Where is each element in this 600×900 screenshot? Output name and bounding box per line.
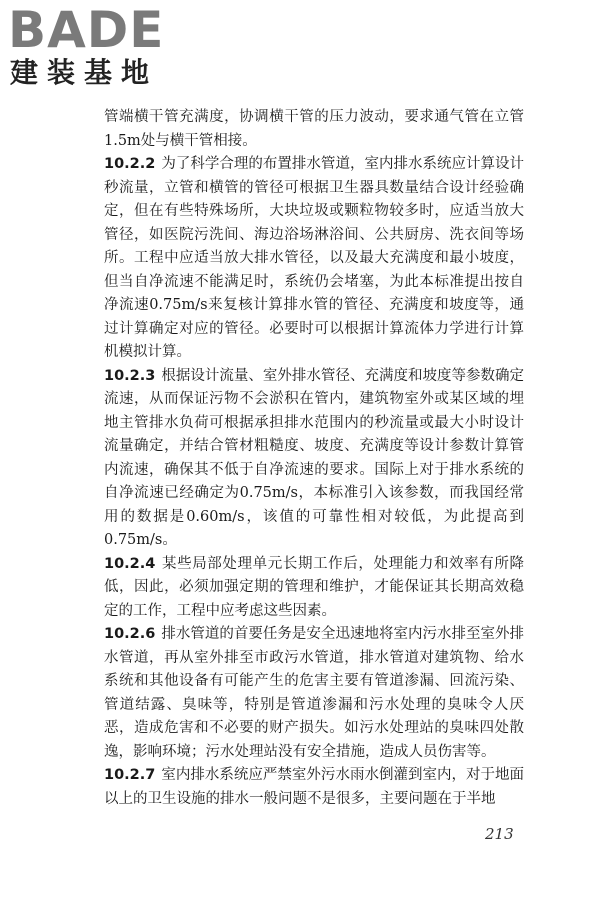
- page-number: 213: [485, 825, 514, 843]
- logo: [8, 2, 188, 92]
- paragraph-text: 为了科学合理的布置排水管道，室内排水系统应计算设计秒流量，立管和横管的管径可根据卫生器具数量结合设计经验确定，但在有些特殊场所，大块垃圾或颗粒物较多时，应适当放大管径，如医院污洗间、海边浴场淋浴间、公共厨房、洗衣间等场所。工程中应适当放大排水管径，以及最大充满度和最小坡度，但当自净流速不能满足时，系统仍会堵塞，为此本标准提出按自净流速0.75m/s来复核计算排水管的管径、充满度和坡度等，通过计算确定对应的管径。必要时可以根据计算流体力学进行计算机模拟计算。: [104, 156, 524, 360]
- logo-subtitle: 建装基地: [10, 56, 159, 89]
- section-number: 10.2.6: [104, 626, 156, 642]
- section-number: 10.2.2: [104, 156, 156, 172]
- document-body: [104, 106, 524, 811]
- paragraph-text: 管端横干管充满度，协调横干管的压力波动，要求通气管在立管1.5m处与横干管相接。: [104, 109, 524, 149]
- section-number: 10.2.7: [104, 767, 156, 783]
- paragraph-10-2-7: [104, 764, 524, 811]
- paragraph-text: 某些局部处理单元长期工作后，处理能力和效率有所降低，因此，必须加强定期的管理和维护，才能保证其长期高效稳定的工作，工程中应考虑这些因素。: [104, 555, 524, 619]
- paragraph-10-2-3: [104, 365, 524, 553]
- paragraph-continuation: [104, 106, 524, 153]
- paragraph-10-2-2: [104, 153, 524, 365]
- paragraph-10-2-6: [104, 623, 524, 764]
- paragraph-10-2-4: [104, 553, 524, 624]
- paragraph-text: 室内排水系统应严禁室外污水雨水倒灌到室内，对于地面以上的卫生设施的排水一般问题不是很多，主要问题在于半地: [104, 767, 524, 807]
- paragraph-text: 根据设计流量、室外排水管径、充满度和坡度等参数确定流速，从而保证污物不会淤积在管内，建筑物室外或某区域的埋地主管排水负荷可根据承担排水范围内的秒流量或最大小时设计流量确定，并结合管材粗糙度、坡度、充满度等设计参数计算管内流速，确保其不低于自净流速的要求。国际上对于排水系统的自净流速已经确定为0.75m/s，本标准引入该参数，而我国经常用的数据是0.60m/s，该值的可靠性相对较低，为此提高到0.75m/s。: [104, 367, 524, 548]
- section-number: 10.2.4: [104, 555, 156, 572]
- paragraph-text: 排水管道的首要任务是安全迅速地将室内污水排至室外排水管道，再从室外排至市政污水管道，排水管道对建筑物、给水系统和其他设备有可能产生的危害主要有管道渗漏、回流污染、管道结露、臭味等，特别是管道渗漏和污水处理的臭味令人厌恶，造成危害和不必要的财产损失。如污水处理站的臭味四处散逸，影响环境；污水处理站没有安全措施，造成人员伤害等。: [104, 626, 524, 760]
- section-number: 10.2.3: [104, 367, 156, 384]
- logo-wordmark: BADE: [8, 1, 165, 59]
